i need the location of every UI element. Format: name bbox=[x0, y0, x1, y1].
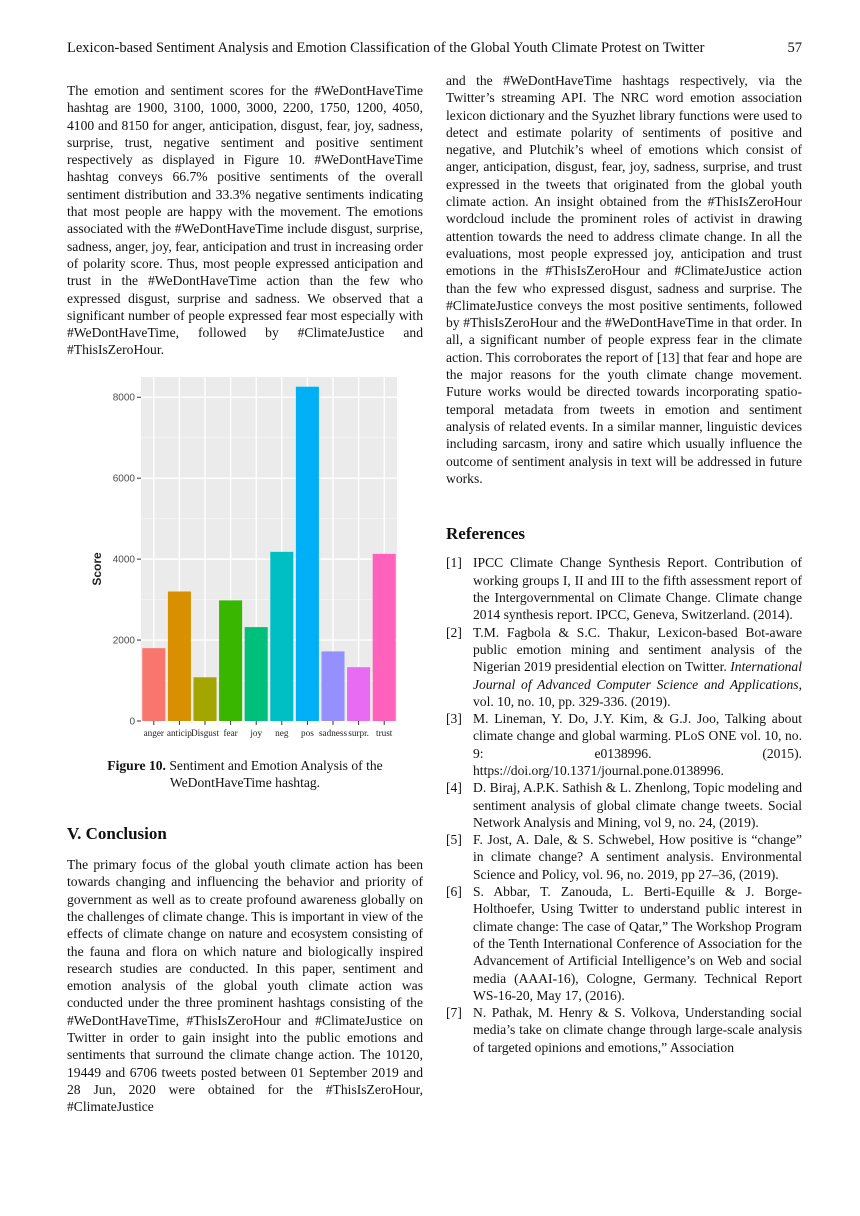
reference-text: N. Pathak, M. Henry & S. Volkova, Understanding social media’s take on climate change through large-scale analysis of targeted opinions and emotions,” Association bbox=[473, 1005, 802, 1055]
reference-item bbox=[446, 624, 802, 710]
y-tick-label: 2000 bbox=[112, 635, 135, 647]
references-title: References bbox=[446, 524, 525, 544]
reference-number: [2] bbox=[446, 624, 462, 640]
reference-journal: International Journal of Advanced Computer Science and Applications bbox=[473, 659, 802, 692]
conclusion-paragraph: The primary focus of the global youth climate action has been towards changing and influencing the behavior and priority of government as well as to create profound awareness globally on the challenges of climate change. This is important in view of the effects of climate change on nature and ecosystem consisting of the fauna and flora on which nature and biologically inspired research studies are conducted. In this paper, sentiment and emotion analysis of the global youth climate action was conducted under the three prominent hashtags consisting of the #WeDontHaveTime, #ThisIsZeroHour and #ClimateJustice on Twitter in order to gain insight into the public emotions and sentiments that surround the climate change action. The 10120, 19449 and 6706 tweets posted between 01 September 2019 and 28 Jun, 2020 were obtained for the #ThisIsZeroHour, #ClimateJustice bbox=[67, 857, 423, 1115]
x-tick-label: Disgust bbox=[190, 727, 220, 738]
x-tick-label: trust bbox=[376, 727, 393, 738]
bar-pos bbox=[296, 386, 319, 720]
bar-anger bbox=[142, 648, 165, 721]
x-tick-label: neg bbox=[275, 727, 289, 738]
reference-number: [1] bbox=[446, 555, 462, 571]
reference-item bbox=[446, 710, 802, 779]
bar-trust bbox=[373, 554, 396, 721]
figure-caption bbox=[67, 757, 423, 791]
reference-text: F. Jost, A. Dale, & S. Schwebel, How positive is “change” in climate change? A sentiment analysis. Environmental Science and Policy, vol. 96, no. 2019, pp 27–36, (2019). bbox=[473, 832, 802, 882]
y-axis-label: Score bbox=[90, 552, 104, 586]
figure-10 bbox=[67, 375, 423, 755]
x-tick-label: anger bbox=[143, 727, 165, 738]
x-tick-label: pos bbox=[301, 727, 314, 738]
x-tick-label: anticip bbox=[166, 727, 192, 738]
reference-text: IPCC Climate Change Synthesis Report. Contribution of working groups I, II and III to the fifth assessment report of the Intergovernmental on Climate Change. Climate change 2014 synthesis report. IPCC, Geneva, Switzerland. (2014). bbox=[473, 555, 802, 623]
y-tick-label: 6000 bbox=[112, 473, 135, 485]
reference-number: [5] bbox=[446, 832, 462, 848]
x-tick-label: sadness bbox=[318, 727, 348, 738]
page-number: 57 bbox=[787, 40, 802, 56]
reference-text: M. Lineman, Y. Do, J.Y. Kim, & G.J. Joo, Talking about climate change and global warming. PLoS ONE vol. 10, no. 9: e0138996. (2015). https://doi.org/10.1371/journal.pone.0138996. bbox=[473, 711, 802, 778]
header-title: Lexicon-based Sentiment Analysis and Emotion Classification of the Global Youth Climate Protest on Twitter bbox=[67, 40, 705, 56]
bar-chart bbox=[87, 375, 407, 753]
y-tick-label: 8000 bbox=[112, 392, 135, 404]
reference-text: S. Abbar, T. Zanouda, L. Berti-Equille & J. Borge-Holthoefer, Using Twitter to understand public interest in climate change: The case of Qatar,” The Workshop Program of the Tenth International Conference of Association for the Advancement of Artificial Intelligence’s on Web and social media (AAAI-16), Cologne, Germany. Technical Report WS-16-20, May 17, (2016). bbox=[473, 884, 802, 1003]
reference-item bbox=[446, 554, 802, 623]
reference-item bbox=[446, 779, 802, 831]
bar-surpr bbox=[347, 667, 370, 721]
bar-neg bbox=[270, 552, 293, 721]
reference-item bbox=[446, 831, 802, 883]
reference-number: [6] bbox=[446, 884, 462, 900]
figure-label: Figure 10. bbox=[107, 757, 166, 773]
reference-text: T.M. Fagbola & S.C. Thakur, Lexicon-based Bot-aware public emotion mining and sentiment analysis of the Nigerian 2019 presidential election on Twitter. International Journal of Advanced Computer Science and Applications, vol. 10, no. 10, pp. 329-336. (2019). bbox=[473, 624, 802, 709]
reference-number: [4] bbox=[446, 780, 462, 796]
right-column bbox=[446, 72, 802, 1056]
y-tick-label: 0 bbox=[129, 716, 135, 728]
bar-anticip bbox=[168, 591, 191, 721]
figure-caption-text: Sentiment and Emotion Analysis of the WeDontHaveTime hashtag. bbox=[169, 757, 383, 790]
bar-fear bbox=[219, 600, 242, 721]
x-tick-label: joy bbox=[250, 727, 263, 738]
conclusion-continued-paragraph: and the #WeDontHaveTime hashtags respectively, via the Twitter’s streaming API. The NRC word emotion association lexicon dictionary and the Syuzhet library functions were used to detect and estimate polarity of sentiments of positive and negative, and Plutchik’s wheel of emotions which consist of anger, anticipation, disgust, fear, joy, sadness, surprise, and trust expressed in the tweets that originated from the global youth climate action. An insight obtained from the #ThisIsZeroHour wordcloud include the prominent roles of activist in drawing attention towards the need to address climate change. In all the evaluations, most people expressed joy, anticipation and trust emotions in the #ThisIsZeroHour and #ClimateJustice action than the few who expressed disgust, sadness and surprise. The #ClimateJustice conveys the most positive sentiments, followed by #ThisIsZeroHour and the #WeDontHaveTime in that order. In all, a significant number of people express fear in the climate action. This corroborates the report of [13] that fear and hope are the major reasons for the youth climate change movement. Future works would be directed towards incorporating spatio-temporal metadata from tweets in emotion and sentiment analysis of related events. In a similar manner, linguistic devices including sarcasm, irony and satire which usually influence the outcome of sentiment analysis in text will be addressed in future works. bbox=[446, 73, 802, 486]
x-tick-label: fear bbox=[223, 727, 238, 738]
bar-joy bbox=[245, 627, 268, 721]
bar-disgust bbox=[193, 677, 216, 721]
results-paragraph: The emotion and sentiment scores for the #WeDontHaveTime hashtag are 1900, 3100, 1000, 3000, 2200, 1750, 1200, 4050, 4100 and 8150 for anger, anticipation, disgust, fear, joy, sadness, surprise, trust, negative sentiment and positive sentiment respectively as displayed in Figure 10. #WeDontHaveTime hashtag conveys 66.7% positive sentiments of the overall sentiment distribution and 33.3% negative sentiments indicating that most people are happy with the movement. The emotions associated with the #WeDontHaveTime include disgust, surprise, sadness, anger, joy, fear, anticipation and trust in increasing order of polarity score. Thus, most people expressed anticipation and trust in the #WeDontHaveTime action than the few who expressed disgust, surprise and sadness. We observed that a significant number of people expressed fear most especially with #WeDontHaveTime, followed by #ClimateJustice and #ThisIsZeroHour. bbox=[67, 83, 423, 358]
reference-text: D. Biraj, A.P.K. Sathish & L. Zhenlong, Topic modeling and sentiment analysis of global climate change tweets. Social Network Analysis and Mining, vol 9, no. 24, (2019). bbox=[473, 780, 802, 830]
x-tick-label: surpr. bbox=[348, 727, 369, 738]
bar-sadness bbox=[321, 651, 344, 721]
running-header bbox=[67, 40, 802, 57]
section-title-conclusion: V. Conclusion bbox=[67, 823, 167, 843]
left-column bbox=[67, 82, 423, 1116]
reference-item bbox=[446, 883, 802, 1004]
reference-number: [3] bbox=[446, 711, 462, 727]
reference-item bbox=[446, 1004, 802, 1056]
reference-number: [7] bbox=[446, 1005, 462, 1021]
reference-list bbox=[446, 554, 802, 1056]
y-tick-label: 4000 bbox=[112, 554, 135, 566]
